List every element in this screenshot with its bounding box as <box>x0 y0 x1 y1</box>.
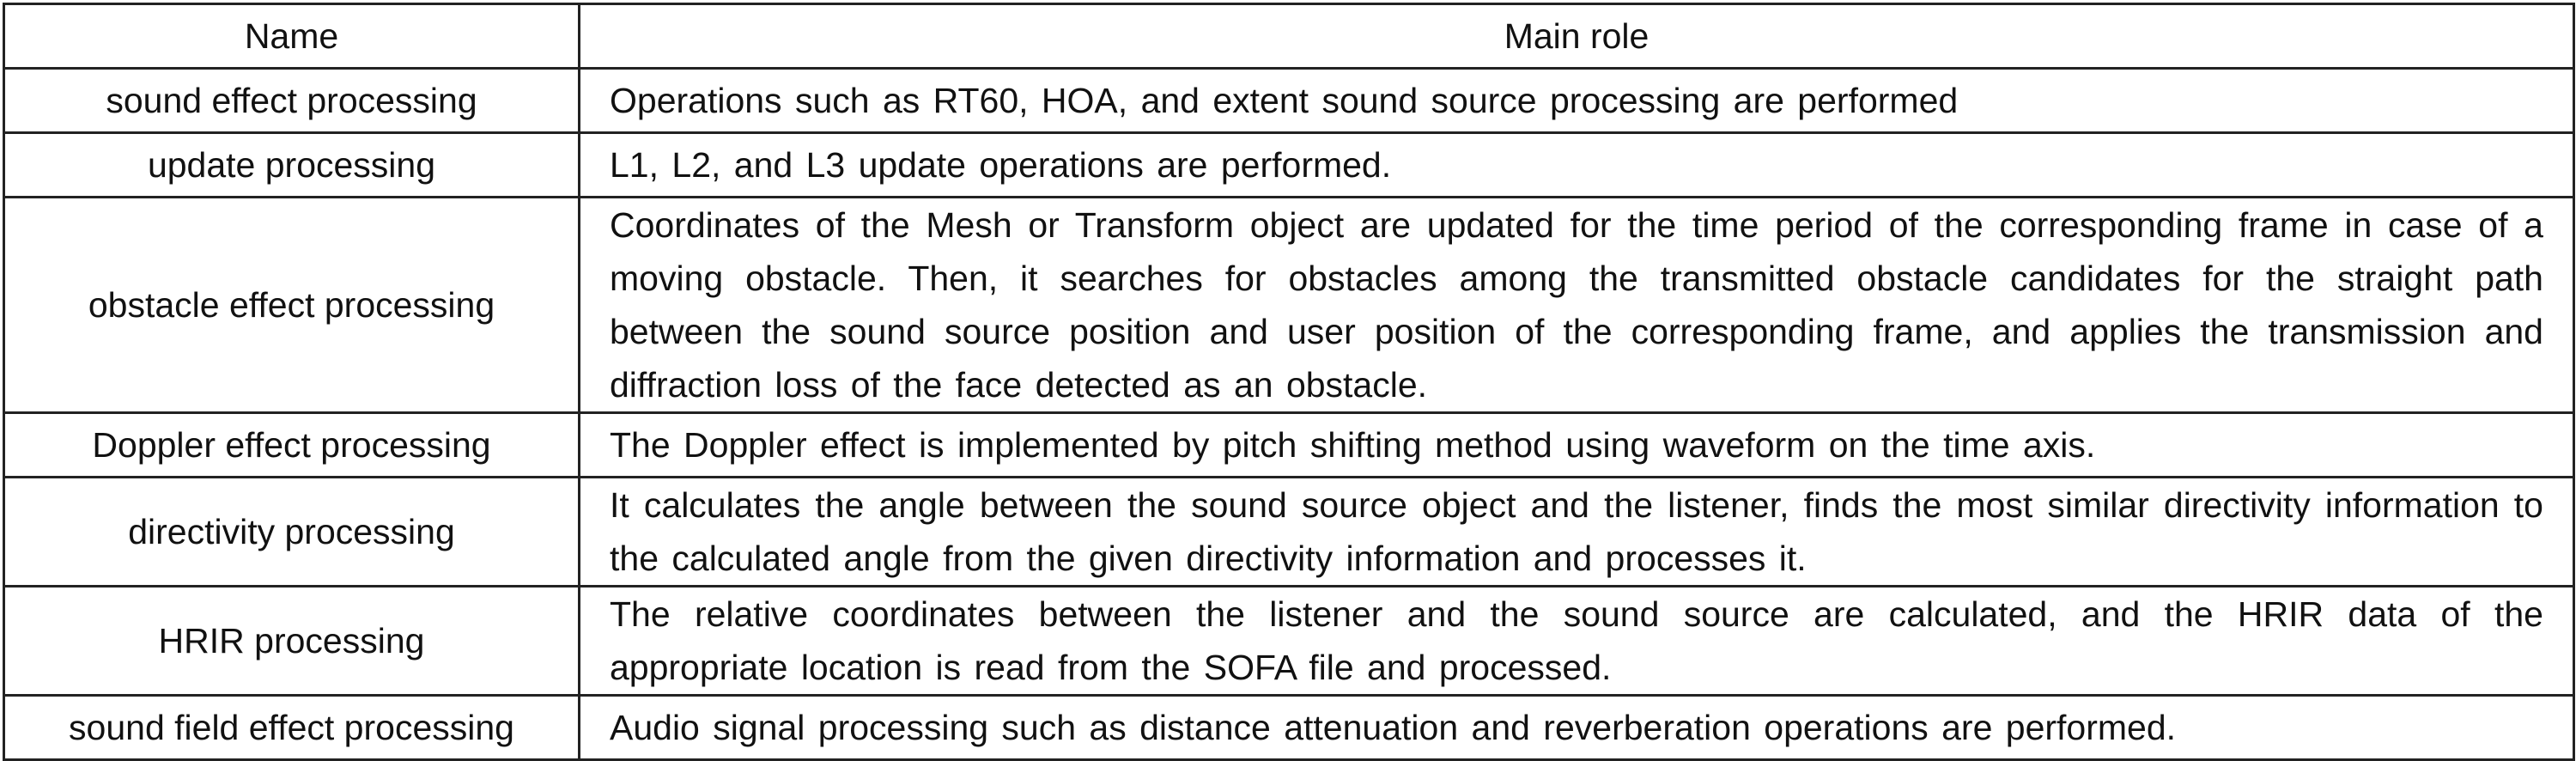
table-row <box>4 587 2574 696</box>
row-role-cell: Operations such as RT60, HOA, and extent sound source processing are performed <box>580 69 2574 133</box>
row-name-cell: sound field effect processing <box>4 696 580 760</box>
row-name-cell: obstacle effect processing <box>4 198 580 413</box>
row-name-cell: update processing <box>4 133 580 198</box>
row-role-cell: Coordinates of the Mesh or Transform object are updated for the time period of the corresponding frame in case of a moving obstacle. Then, it searches for obstacles among the transmitted obstacle candidates for the straight path between the sound source position and user position of the corresponding frame, and applies the transmission and diffraction loss of the face detected as an obstacle. <box>580 198 2574 413</box>
column-header-main-role: Main role <box>580 4 2574 69</box>
processing-roles-table <box>3 3 2575 761</box>
row-role-cell: Audio signal processing such as distance attenuation and reverberation operations are performed. <box>580 696 2574 760</box>
row-role-cell: The relative coordinates between the listener and the sound source are calculated, and the HRIR data of the appropriate location is read from the SOFA file and processed. <box>580 587 2574 696</box>
row-name-cell: directivity processing <box>4 478 580 587</box>
row-name-cell: Doppler effect processing <box>4 413 580 478</box>
table-row <box>4 413 2574 478</box>
row-role-cell: It calculates the angle between the sound source object and the listener, finds the most similar directivity information to the calculated angle from the given directivity information and processes it. <box>580 478 2574 587</box>
table-row <box>4 69 2574 133</box>
column-header-name: Name <box>4 4 580 69</box>
row-name-cell: HRIR processing <box>4 587 580 696</box>
table-row <box>4 478 2574 587</box>
row-role-cell: The Doppler effect is implemented by pitch shifting method using waveform on the time axis. <box>580 413 2574 478</box>
table-row <box>4 696 2574 760</box>
row-name-cell: sound effect processing <box>4 69 580 133</box>
row-role-cell: L1, L2, and L3 update operations are performed. <box>580 133 2574 198</box>
table-row <box>4 133 2574 198</box>
table-header-row <box>4 4 2574 69</box>
table-row <box>4 198 2574 413</box>
